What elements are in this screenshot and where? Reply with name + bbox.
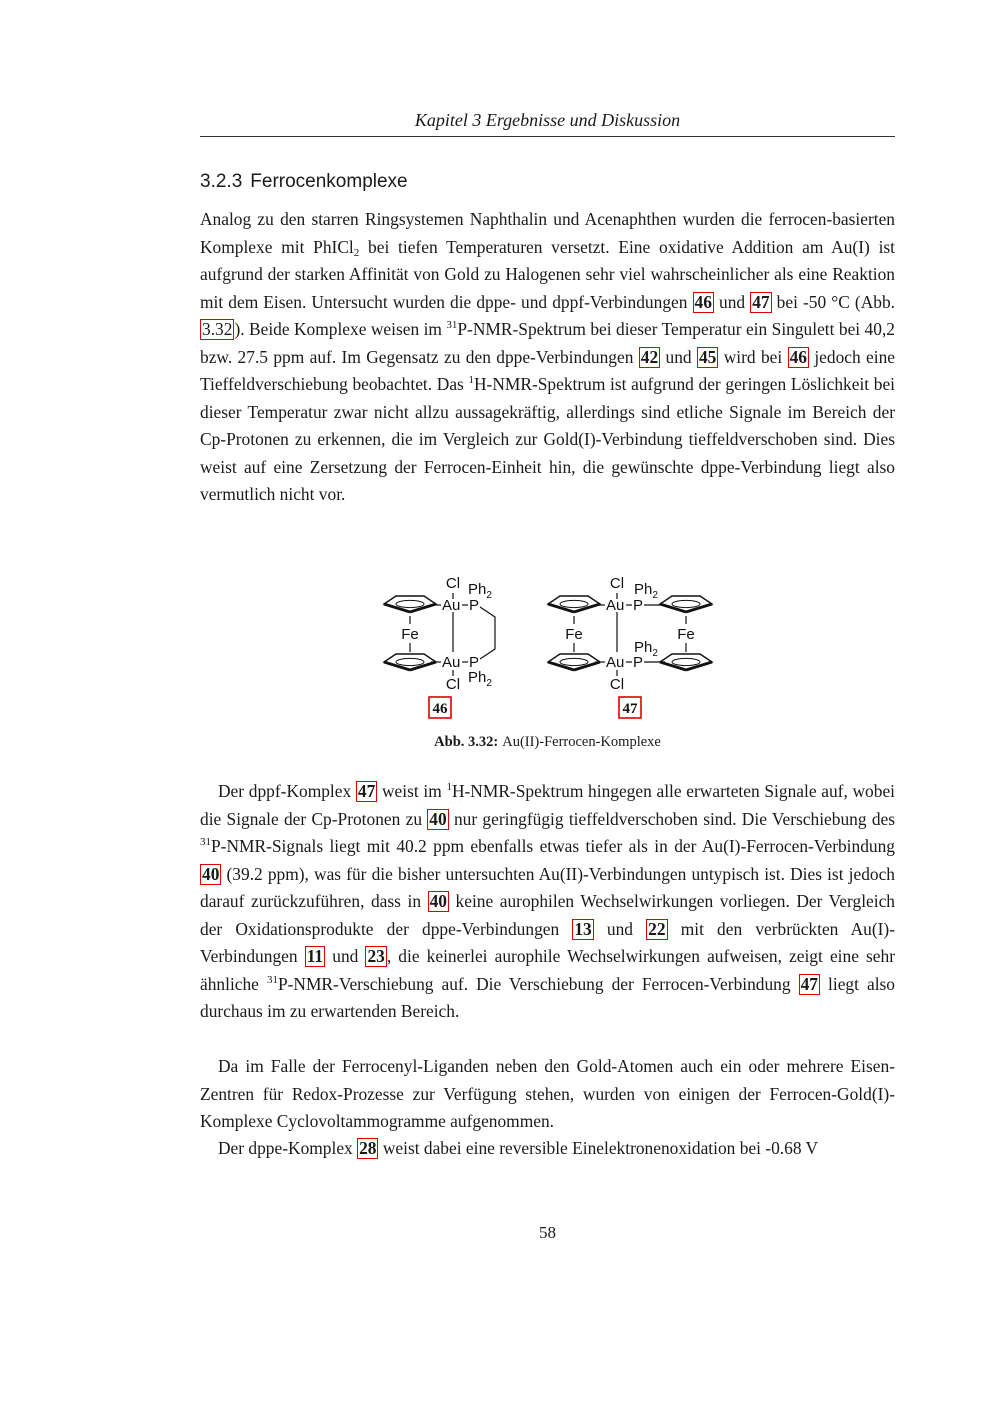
chemical-structures xyxy=(370,572,730,724)
au-atom: Au xyxy=(442,654,461,671)
ph2-group: $Ph_2$ xyxy=(634,639,658,659)
ph2-group: $Ph_2$ xyxy=(634,581,658,601)
text-run: liegt also durchaus im zu erwartenden Bereich. xyxy=(200,973,895,1021)
header-rule xyxy=(200,136,895,137)
compound-ref-link[interactable]: 23 xyxy=(367,946,385,966)
fe-atom: Fe xyxy=(401,626,419,643)
page-number: 58 xyxy=(539,1223,556,1242)
text-run: H-NMR-Spektrum ist aufgrund der geringen Löslichkeit bei dieser Temperatur zwar nicht allzu aussagekräftig, allerdings sind etliche Signale im Bereich der Cp-Protonen zu erkennen, die im Vergleich zur Gold(I)-Verbindung tieffeldverschoben sind. Dies weist auf eine Zersetzung der Ferrocen-Einheit hin, die gewünschte dppe-Verbindung liegt also vermutlich nicht vor. xyxy=(200,374,895,504)
compound-ref-link[interactable]: 28 xyxy=(359,1138,377,1158)
ph2-group: $Ph_2$ xyxy=(468,669,492,689)
superscript: 31 xyxy=(446,319,458,331)
p-atom: P xyxy=(469,654,480,671)
fe-atom: Fe xyxy=(677,626,695,643)
p-atom: P xyxy=(633,654,644,671)
text-run: ). Beide Komplexe weisen im xyxy=(234,319,447,339)
text-run: und xyxy=(660,346,697,367)
compound-ref-link[interactable]: 47 xyxy=(357,781,376,801)
text-run: H-NMR-Spektrum hingegen alle erwarteten Signale auf, wobei die Signale der Cp-Protonen zu xyxy=(200,781,895,829)
structure-47 xyxy=(548,575,712,718)
figure-caption xyxy=(200,732,895,752)
text-run: Analog zu den starren Ringsystemen Naphthalin und Acenaphthen wurden die ferrocen-basierten Komplexe mit PhICl xyxy=(200,209,895,257)
text-run: P-NMR-Signals liegt mit 40.2 ppm ebenfalls etwas tiefer als in der Au(I)-Ferrocen-Verbindung xyxy=(211,836,895,856)
au-atom: Au xyxy=(606,597,625,614)
compound-ref-link[interactable]: 46 xyxy=(789,346,807,367)
paragraph-3: Da im Falle der Ferrocenyl-Liganden neben den Gold-Atomen auch ein oder mehrere Eisen-Zentren für Redox-Prozesse zur Verfügung stehen, wurden von einigen der Ferrocen-Gold(I)-Komplexe Cyclovoltammogramme aufgenommen. xyxy=(200,1056,895,1131)
text-run: Der dppf-Komplex xyxy=(218,781,356,801)
text-run: P-NMR-Spektrum bei dieser Temperatur ein Singulett bei 40,2 bzw. 27.5 ppm auf. Im Gegensatz zu den dppe-Verbindungen xyxy=(200,319,895,367)
text-run: und xyxy=(593,918,647,939)
section-number: 3.2.3 xyxy=(200,171,243,192)
fe-atom: Fe xyxy=(565,626,583,643)
cl-atom: Cl xyxy=(445,575,461,592)
superscript: 1 xyxy=(446,781,452,793)
compound-ref-link[interactable]: 40 xyxy=(429,808,447,829)
cl-atom: Cl xyxy=(445,676,461,693)
subscript: 2 xyxy=(353,246,360,259)
text-run: und xyxy=(325,946,366,966)
text-run: keine aurophilen Wechselwirkungen vorliegen. Der Vergleich der Oxidationsprodukte der dppe-Verbindungen xyxy=(200,891,895,939)
figure-ferrocene-complexes xyxy=(370,572,730,724)
compound-ref-link[interactable]: 13 xyxy=(574,918,592,939)
text-run: (39.2 ppm), was für die bisher untersuchten Au(II)-Verbindungen untypisch ist. Dies ist jedoch darauf zurückzuführen, dass in xyxy=(200,863,895,911)
au-atom: Au xyxy=(442,597,461,614)
text-run: nur geringfügig tieffeldverschoben sind. Die Verschiebung des xyxy=(448,808,895,829)
figure-ref-link[interactable]: 3.32 xyxy=(202,319,233,339)
text-run: bei -50 °C (Abb. xyxy=(771,291,896,312)
text-run: wird bei xyxy=(718,346,788,367)
text-run: weist dabei eine reversible Einelektronenoxidation bei -0.68 V xyxy=(378,1138,819,1158)
compound-label-47[interactable]: 47 xyxy=(622,701,638,717)
caption-label: Abb. 3.32: xyxy=(434,734,499,750)
compound-ref-link[interactable]: 45 xyxy=(698,346,717,367)
text-run: bei tiefen Temperaturen versetzt. Eine oxidative Addition am Au(I) ist aufgrund der starken Affinität von Gold zu Halogenen sehr viel wahrscheinlicher als eine Reaktion mit dem Eisen. Untersucht wurden die dppe- und dppf-Verbindungen xyxy=(200,236,896,312)
compound-ref-link[interactable]: 11 xyxy=(306,946,324,966)
superscript: 1 xyxy=(468,374,474,386)
ph2-group: $Ph_2$ xyxy=(468,581,492,601)
cp-ring-icon xyxy=(548,596,600,612)
caption-text: Au(II)-Ferrocen-Komplexe xyxy=(502,734,661,750)
text-run: mit den verbrückten Au(I)-Verbindungen xyxy=(200,918,895,966)
text-run: Der dppe-Komplex xyxy=(218,1138,358,1158)
cp-ring-icon xyxy=(548,654,600,670)
compound-ref-link[interactable]: 46 xyxy=(694,291,712,312)
cp-ring-icon xyxy=(660,596,712,612)
cp-ring-icon xyxy=(384,596,436,612)
p-atom: P xyxy=(469,597,480,614)
compound-ref-link[interactable]: 22 xyxy=(648,918,666,939)
text-run: , die keinerlei aurophile Wechselwirkungen aufweisen, zeigt eine sehr ähnliche xyxy=(200,946,896,994)
structure-46 xyxy=(384,575,495,718)
text-run: weist im xyxy=(377,781,447,801)
au-atom: Au xyxy=(606,654,625,671)
p-atom: P xyxy=(633,597,644,614)
compound-ref-link[interactable]: 40 xyxy=(202,863,220,884)
running-header: Kapitel 3 Ergebnisse und Diskussion xyxy=(414,110,681,130)
compound-ref-link[interactable]: 40 xyxy=(429,891,447,911)
paragraph-4 xyxy=(200,1135,895,1163)
compound-ref-link[interactable]: 47 xyxy=(800,973,818,994)
compound-ref-link[interactable]: 42 xyxy=(640,346,659,367)
cp-ring-icon xyxy=(384,654,436,670)
text-run: P-NMR-Verschiebung auf. Die Verschiebung der Ferrocen-Verbindung xyxy=(277,973,799,994)
compound-label-46[interactable]: 46 xyxy=(432,701,448,717)
paragraph-1 xyxy=(200,206,895,509)
cp-ring-icon xyxy=(660,654,712,670)
superscript: 31 xyxy=(266,973,278,986)
section-title xyxy=(200,168,408,196)
superscript: 31 xyxy=(200,836,211,848)
cl-atom: Cl xyxy=(609,575,625,592)
section-heading-text: Ferrocenkomplexe xyxy=(250,171,408,192)
cl-atom: Cl xyxy=(609,676,625,693)
text-run: jedoch eine Tieffeldverschiebung beobachtet. Das xyxy=(200,346,896,394)
text-run: und xyxy=(713,291,751,312)
compound-ref-link[interactable]: 47 xyxy=(752,291,770,312)
paragraph-2 xyxy=(200,778,895,1026)
